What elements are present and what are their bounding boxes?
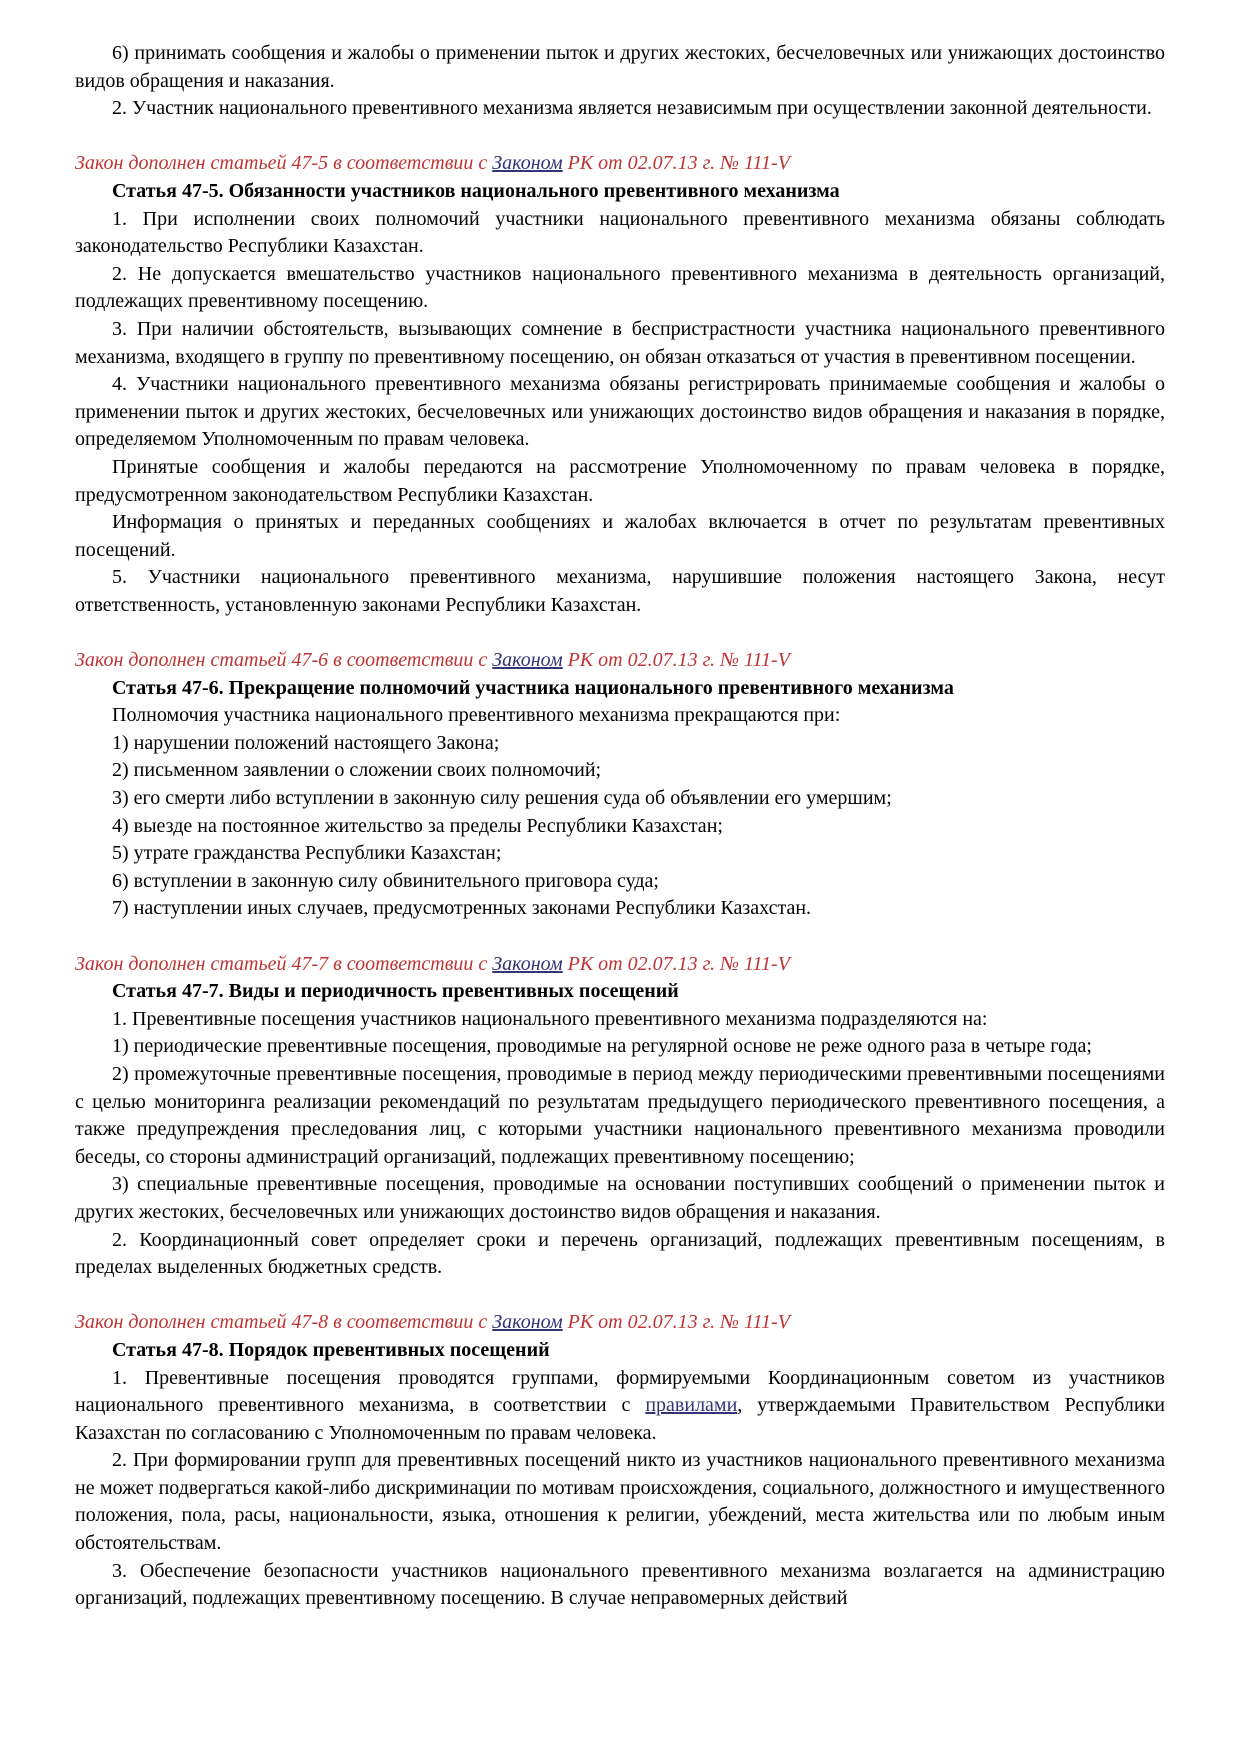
text-run: 6) вступлении в законную силу обвинительного приговора суда; [112, 869, 659, 892]
text-run: 6) принимать сообщения и жалобы о применении пыток и других жестоких, бесчеловечных или унижающих достоинство видов обращения и наказания. [75, 42, 1165, 92]
text-run: 1. Превентивные посещения участников национального превентивного механизма подразделяются на: [112, 1007, 988, 1030]
law-link[interactable]: Законом [492, 952, 563, 975]
text-run: 1) периодические превентивные посещения, проводимые на регулярной основе не реже одного раза в четыре года; [112, 1035, 1092, 1058]
blank-line [75, 1282, 1165, 1310]
text-run: Закон дополнен статьей 47-7 в соответствии с [75, 952, 493, 975]
paragraph [75, 813, 1165, 841]
text-run: 7) наступлении иных случаев, предусмотренных законами Республики Казахстан. [112, 897, 812, 920]
paragraph [75, 1447, 1165, 1557]
text-run: Статья 47-6. Прекращение полномочий участника национального превентивного механизма [112, 676, 954, 699]
paragraph [75, 1006, 1165, 1034]
law-link[interactable]: Законом [492, 649, 563, 672]
text-run: 2. При формировании групп для превентивных посещений никто из участников национального превентивного механизма не может подвергаться какой-либо дискриминации по мотивам происхождения, социального, должностного и имущественного положения, пола, расы, национальности, языка, отношения к религии, убеждений, места жительства или по любым иным обстоятельствам. [75, 1449, 1165, 1555]
article-heading-47-8 [75, 1337, 1165, 1365]
law-link[interactable]: Законом [492, 152, 563, 175]
amendment-note-47-6 [75, 647, 1165, 675]
law-link[interactable]: Законом [492, 1311, 563, 1334]
paragraph [75, 1227, 1165, 1282]
text-run: 2. Не допускается вмешательство участников национального превентивного механизма в деятельность организаций, подлежащих превентивному посещению. [75, 262, 1165, 313]
text-run: Информация о принятых и переданных сообщениях и жалобах включается в отчет по результатам превентивных посещений. [75, 511, 1165, 561]
text-run: Закон дополнен статьей 47-6 в соответствии с [75, 649, 493, 672]
text-run: Закон дополнен статьей 47-8 в соответствии с [75, 1311, 493, 1334]
article-heading-47-5 [75, 178, 1165, 206]
text-run: Статья 47-5. Обязанности участников национального превентивного механизма [112, 179, 840, 202]
law-link[interactable]: правилами [645, 1394, 738, 1417]
paragraph [75, 840, 1165, 868]
paragraph [75, 1171, 1165, 1226]
text-run: 5) утрате гражданства Республики Казахстан; [112, 842, 502, 865]
text-run: 1. При исполнении своих полномочий участники национального превентивного механизма обязаны соблюдать законодательство Республики Казахстан. [75, 207, 1165, 258]
paragraph [75, 1033, 1165, 1061]
document-body [75, 40, 1165, 1613]
paragraph [75, 1365, 1165, 1448]
text-run: 4. Участники национального превентивного механизма обязаны регистрировать принимаемые сообщения и жалобы о применении пыток и других жестоких, бесчеловечных или унижающих достоинство видов обращения и наказания в порядке, определяемом Уполномоченным по правам человека. [75, 373, 1165, 451]
paragraph [75, 564, 1165, 619]
text-run: РК от 02.07.13 г. № 111-V [562, 1311, 790, 1334]
paragraph [75, 1558, 1165, 1613]
text-run: 1. Превентивные посещения проводятся группами, формируемыми Координационным советом из участников национального превентивного механизма, в соответствии с [75, 1366, 1165, 1417]
text-run: Статья 47-8. Порядок превентивных посещений [112, 1338, 550, 1361]
text-run: 1) нарушении положений настоящего Закона; [112, 731, 500, 754]
paragraph [75, 316, 1165, 371]
paragraph [75, 206, 1165, 261]
paragraph [75, 261, 1165, 316]
amendment-note-47-7 [75, 951, 1165, 979]
blank-line [75, 923, 1165, 951]
text-run: 5. Участники национального превентивного механизма, нарушившие положения настоящего Закона, несут ответственность, установленную законами Республики Казахстан. [75, 566, 1165, 616]
text-run: РК от 02.07.13 г. № 111-V [562, 152, 790, 175]
text-run: РК от 02.07.13 г. № 111-V [562, 952, 790, 975]
article-heading-47-7 [75, 978, 1165, 1006]
paragraph-intro-item6 [75, 40, 1165, 95]
text-run: 3) его смерти либо вступлении в законную силу решения суда об объявлении его умершим; [112, 787, 892, 810]
text-run: 4) выезде на постоянное жительство за пределы Республики Казахстан; [112, 814, 723, 837]
text-run: 3. При наличии обстоятельств, вызывающих сомнение в беспристрастности участника национального превентивного механизма, входящего в группу по превентивному посещению, он обязан отказаться от участия в превентивном посещении. [75, 317, 1165, 368]
blank-line [75, 619, 1165, 647]
amendment-note-47-5 [75, 150, 1165, 178]
article-heading-47-6 [75, 675, 1165, 703]
paragraph [75, 371, 1165, 454]
text-run: Закон дополнен статьей 47-5 в соответствии с [75, 152, 493, 175]
paragraph [75, 1061, 1165, 1171]
paragraph [75, 868, 1165, 896]
text-run: , утверждаемыми Правительством Республики Казахстан по согласованию с Уполномоченным по правам человека. [75, 1394, 1165, 1444]
text-run: 3. Обеспечение безопасности участников национального превентивного механизма возлагается на администрацию организаций, подлежащих превентивному посещению. В случае неправомерных действий [75, 1559, 1165, 1610]
paragraph [75, 785, 1165, 813]
text-run: 2) промежуточные превентивные посещения, проводимые в период между периодическими превентивными посещениями с целью мониторинга реализации рекомендаций по результатам предыдущего периодического превентивного посещения, а также предупреждения преследования лиц, с которыми участники национального превентивного механизма проводили беседы, со стороны администраций организаций, подлежащих превентивному посещению; [75, 1062, 1165, 1168]
paragraph [75, 509, 1165, 564]
paragraph [75, 730, 1165, 758]
text-run: 2. Участник национального превентивного механизма является независимым при осуществлении законной деятельности. [112, 97, 1152, 120]
paragraph [75, 702, 1165, 730]
text-run: Полномочия участника национального превентивного механизма прекращаются при: [112, 704, 841, 727]
text-run: Принятые сообщения и жалобы передаются на рассмотрение Уполномоченному по правам человека в порядке, предусмотренном законодательством Республики Казахстан. [75, 455, 1165, 506]
paragraph-intro-point2 [75, 95, 1165, 123]
text-run: 2) письменном заявлении о сложении своих полномочий; [112, 759, 602, 782]
paragraph [75, 895, 1165, 923]
paragraph [75, 454, 1165, 509]
text-run: 2. Координационный совет определяет сроки и перечень организаций, подлежащих превентивным посещениям, в пределах выделенных бюджетных средств. [75, 1228, 1165, 1279]
text-run: Статья 47-7. Виды и периодичность превентивных посещений [112, 980, 679, 1003]
text-run: 3) специальные превентивные посещения, проводимые на основании поступивших сообщений о применении пыток и других жестоких, бесчеловечных или унижающих достоинство видов обращения и наказания. [75, 1173, 1165, 1223]
amendment-note-47-8 [75, 1309, 1165, 1337]
text-run: РК от 02.07.13 г. № 111-V [562, 649, 790, 672]
paragraph [75, 757, 1165, 785]
blank-line [75, 123, 1165, 151]
